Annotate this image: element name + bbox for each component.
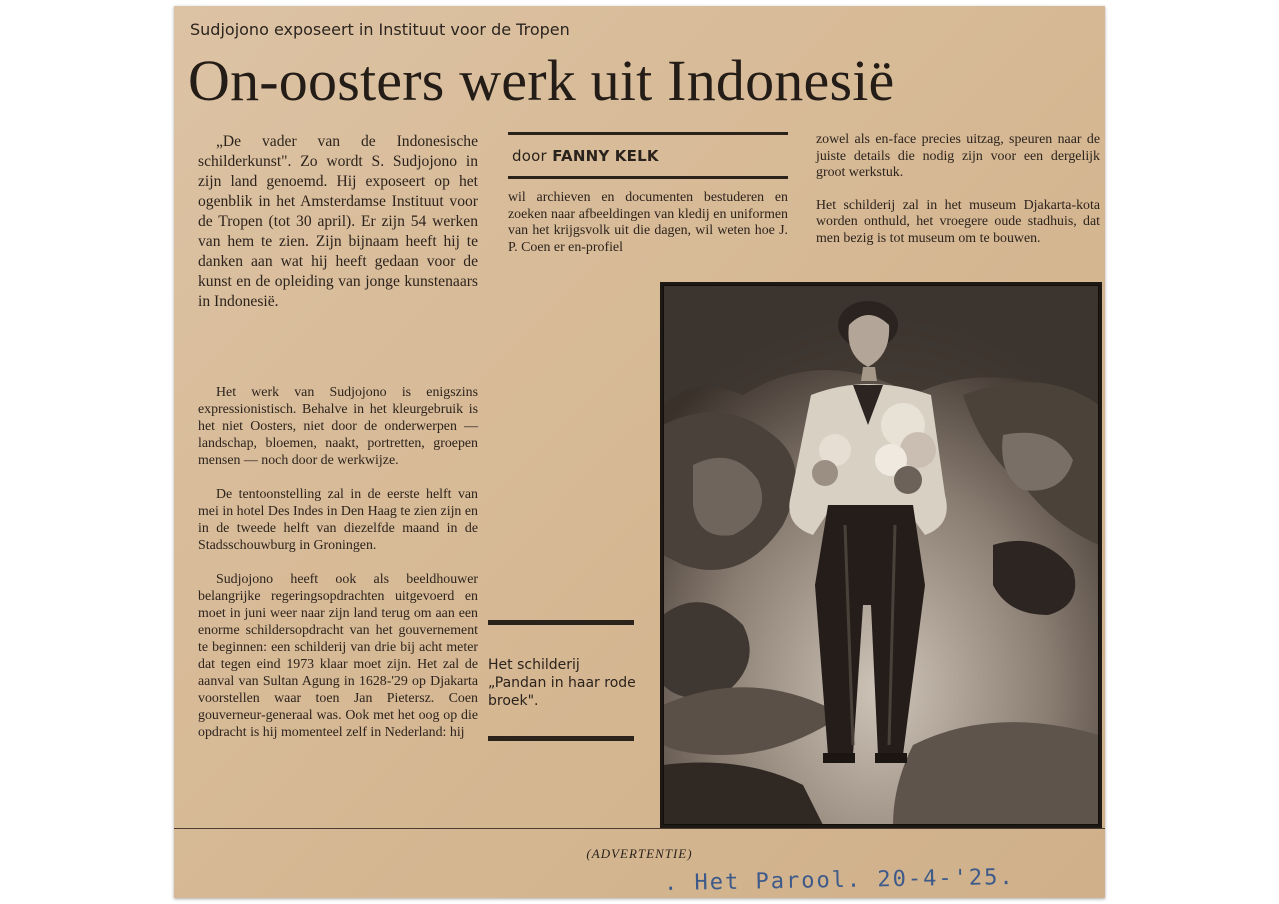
byline-prefix: door [512,147,547,165]
caption-line-2: „Pandan in haar rode broek". [488,675,636,709]
column-1-intro [198,132,478,312]
paragraph-style: Het werk van Sudjojono is enigszins expressionistisch. Behalve in het kleurgebruik is het niet Oosters, niet door de onderwerpen — landschap, bloemen, naakt, portretten, groepen mensen — noch door de werkwijze. [198,385,478,468]
byline-rule-bottom [508,176,788,179]
kicker: Sudjojono exposeert in Instituut voor de Tropen [190,20,570,39]
paragraph-archives: wil archieven en documenten bestuderen en zoeken naar afbeeldingen van kledij en uniformen van het krijgsvolk uit die dagen, wil weten hoe J. P. Coen er en-profiel [508,190,788,255]
caption-rule-top [488,620,634,625]
painting-photo [660,282,1102,828]
column-1-body [198,384,478,741]
intro-paragraph: „De vader van de Indonesische schilderkunst". Zo wordt S. Sudjojono in zijn land genoemd. Hij exposeert op het ogenblik in het Amsterdamse Instituut voor de Tropen (tot 30 april). Er zijn 54 werken van hem te zien. Zijn bijnaam heeft hij te danken aan wat hij heeft gedaan voor de kunst en de opleiding van jonge kunstenaars in Indonesië. [198,133,478,310]
byline [512,147,659,165]
column-2 [508,190,788,256]
headline: On-oosters werk uit Indonesië [188,48,895,113]
paragraph-exhibition: De tentoonstelling zal in de eerste helft van mei in hotel Des Indes in Den Haag te zien zijn en in de tweede helft van diezelfde maand in de Stadsschouwburg in Groningen. [198,487,478,553]
byline-author: FANNY KELK [552,147,659,165]
caption-rule-bottom [488,736,634,741]
caption-line-1: Het schilderij [488,657,580,673]
handwritten-source-note: . Het Parool. 20-4-'25. [663,864,1015,897]
advertisement-label: (ADVERTENTIE) [586,846,693,861]
bottom-divider [174,828,1105,829]
paragraph-museum: Het schilderij zal in het museum Djakarta-kota worden onthuld, het vroegere oude stadhuis, dat men bezig is tot museum om te bouwen. [816,197,1100,246]
byline-rule-top [508,132,788,135]
photo-caption [488,656,638,710]
column-3 [816,132,1100,247]
paragraph-commission: Sudjojono heeft ook als beeldhouwer belangrijke regeringsopdrachten uitgevoerd en moet in juni weer naar zijn land terug om aan een enorme schildersopdracht van het gouvernement te beginnen: een schilderij van drie bij acht meter dat tegen eind 1973 klaar moet zijn. Het zal de aanval van Sultan Agung in 1628-'29 op Djakarta voorstellen waar toen Jan Pietersz. Coen gouverneur-generaal was. Ook met het oog op die opdracht is hij momenteel zelf in Nederland: hij [198,572,478,740]
paragraph-details: zowel als en-face precies uitzag, speuren naar de juiste details die nodig zijn voor een dergelijk groot werkstuk. [816,132,1100,180]
newspaper-clipping [174,6,1105,898]
painting-illustration [663,285,1099,825]
